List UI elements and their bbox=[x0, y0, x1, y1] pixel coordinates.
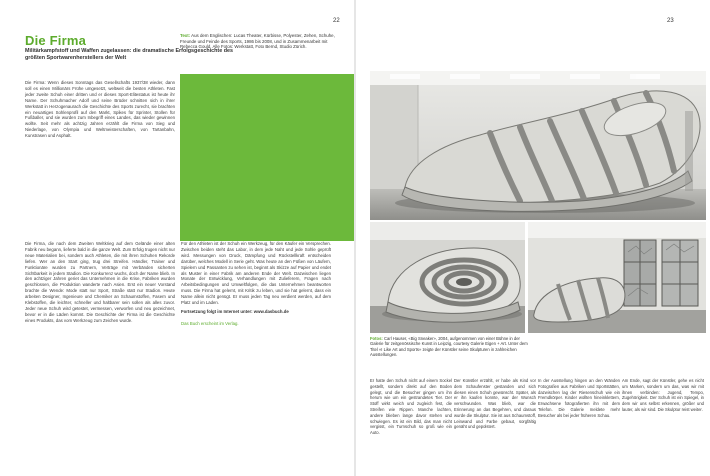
right-text-column-4: Am Ende, sagt der Künstler, gehe es nicht um Marken, sondern um das, was wir mit ihnen verbinden: Jugend, Tempo, Zugehörigkeit. Der Schuh ist ein Spiegel, in dem wir uns selbst erkennen, größer und lauter, als wir sind. Die Skulptur reist weiter. bbox=[622, 378, 704, 412]
article-subtitle: Militärkampfstoff und Waffen zugelassen: die dramatische Erfolgsgeschichte des größten Sportwarenherstellers der Welt bbox=[25, 48, 233, 61]
body-column-b bbox=[181, 241, 331, 327]
sneaker-sculpture-photo bbox=[370, 222, 525, 333]
photo-caption bbox=[370, 336, 528, 357]
gallery-window-photo bbox=[528, 222, 706, 333]
citation-note: Das Buch erscheint im Verlag. bbox=[181, 320, 239, 326]
page-number-right-text: 23 bbox=[667, 18, 674, 24]
credits-caption bbox=[180, 33, 345, 50]
page-number-left-text: 22 bbox=[333, 18, 340, 24]
page-number-left bbox=[333, 18, 340, 24]
web-link-note[interactable]: Fortsetzung folgt im Internet unter: www.dasbuch.de bbox=[181, 308, 289, 314]
body-column-a-bottom bbox=[25, 241, 175, 327]
right-page bbox=[356, 0, 710, 476]
credits-caption-lead: Text: bbox=[180, 33, 191, 38]
green-color-block bbox=[180, 74, 354, 241]
photo-caption-lead: Fotos: bbox=[370, 336, 383, 341]
left-page bbox=[0, 0, 354, 476]
sneaker-sculpture-photo bbox=[370, 71, 706, 220]
right-text-column-3: In der Ausstellung hingen an den Wänden Fotografien aus Fabriken und Sportstätten, dazwischen lag der Riesenschuh wie ein Fremdkörper. Kinder wollten hineinklettern, Erwachsene fotografierten ihn mit dem Telefon. Die Galerie meldete mehr Besucher als bei jeder früheren Schau. bbox=[538, 378, 620, 418]
right-text-column-1: Er hatte den Schuh nicht auf einem Sockel gestellt, sondern direkt auf den Boden gelegt, und die Besucher gingen um ihn herum wie um ein gestrandetes Tier. Der Stoff wirkt weich und zugleich fest, die Streifen wie Rippen. Manche lachten, andere blieben lange davor stehen und schwiegen. Es ist ein Bild, das man nicht vergisst, ein Turnschuh so groß wie ein Auto. bbox=[370, 378, 452, 436]
body-paragraph: Die Firma, die nach dem Zweiten Weltkrieg auf dem Gelände einer alten Fabrik neu begann, lieferte bald in die ganze Welt. Zum Erfolg trugen nicht nur neue Materialien bei, sondern auch Athleten, die mit ihren Schuhen Rekorde liefen. Wer an den Start ging, trug drei Streifen. Händler, Trainer und Funktionäre wurden zu Partnern, Verträge mit Verbänden sicherten Sichtbarkeit in jedem Stadion. Die Konkurrenz wuchs, doch der Name blieb. In den achtziger Jahren geriet das Unternehmen in die Krise, Fabriken wurden geschlossen, die Produktion wanderte nach Asien. Erst ein neuer Vorstand brachte die Wende: Mode statt nur Sport, Straße statt nur Stadion. Heute arbeiten Designer, Ingenieure und Chemiker an Schaumstoffen, Fasern und Klebstoffen, die leichter, schneller und haltbarer sein sollen als alles zuvor. Jeder neue Schuh wird getestet, vermessen, verworfen und neu gezeichnet, bevor er in die Läden kommt. Die Geschichte der Firma ist die Geschichte eines Produkts, das vom Werkzeug zum Zeichen wurde. bbox=[25, 241, 175, 323]
body-paragraph: Für den Athleten ist der Schuh ein Werkzeug, für den Käufer ein Versprechen. Zwischen beiden steht das Labor, in dem jede Naht und jede Sohle geprüft wird. Messungen von Druck, Dämpfung und Rückstellkraft entscheiden darüber, welches Modell in Serie geht. Was heute an den Füßen von Läufern, Spielern und Passanten zu sehen ist, beginnt als Skizze auf Papier und endet als Muster in einer Fabrik am anderen Ende der Welt. Dazwischen liegen Monate der Entwicklung, Verhandlungen mit Zulieferern, Fragen nach Arbeitsbedingungen und Umweltfolgen, die das Unternehmen beantworten muss. Die Firma hat gelernt, mit Kritik zu leben, und sie hat gelernt, dass ein Name allein nicht genügt. Er muss jeden Tag neu verdient werden, auf dem Platz und im Laden. bbox=[181, 241, 331, 306]
article-title: Die Firma bbox=[25, 33, 87, 48]
body-paragraph: Die Firma: Wenn dieses Sonntags das Gesellschafts 1937/38 wieder, dann soll es einen Millionärs Frühe umgesetzt, weltweit die besten Athleten. Fast jeder zweite Schuh einer dritten und er dieses Sport-Elitestatus ist heute ihr Name. Der Schuhmacher Adolf und seine Brüder schnitten sich in ihrer Werkstatt in Herzogenaurach die Geschichte des Sports zurecht, sie brachten ein neuartiges Sohlenprofil auf den Markt, Spikes für Sprinter, Stollen für Fußballer, und sie wurden zum Inbegriff eines Landes, das wieder gewinnen wollte. Seit mehr als achtzig Jahren erzählt die Firma von Sieg und Niederlage, von Olympia und Weltmeisterschaften, von Tartanbahn, Kunstrasen und Asphalt. bbox=[25, 80, 175, 139]
page-number-right bbox=[667, 18, 674, 24]
photo-caption-body: Carl Hauser, «Big Sneaker», 2004, aufgenommen von einer Bühne in der Galerie für zeitgenössische Kunst in Leipzig, courtesy Galerie Eigen + Art. Unter dem Titel «I Like Art and Sports» zeigte der Künstler seine Skulpturen in zahlreichen Ausstellungen. bbox=[370, 336, 528, 357]
credits-caption-body: Aus dem Englischen: Lucas Theater, Kürbisse, Polyester, Zehen, Schuhe, Freunde und Feinde des Sports, 1986 bis 2008, und in Zusammenarbeit mit Rebecca Gould. Alle Fotos: Werkstatt, Foto Bernd, Studio Zürich. bbox=[180, 33, 335, 49]
body-column-a-top bbox=[25, 80, 175, 142]
right-text-column-2: Der Künstler erzählt, er habe als Kind vor dem Schaufenster gestanden und sich diesen einen Schuh gewünscht. Später, als er ihn kaufen konnte, war der Wunsch verschwunden. Was blieb, war die Erinnerung an das Begehren, und daraus wurde die Skulptur. Sie ist aus Schaumstoff, Leinwand und Farbe gebaut, sorgfältig genäht und gepolstert. bbox=[454, 378, 536, 430]
